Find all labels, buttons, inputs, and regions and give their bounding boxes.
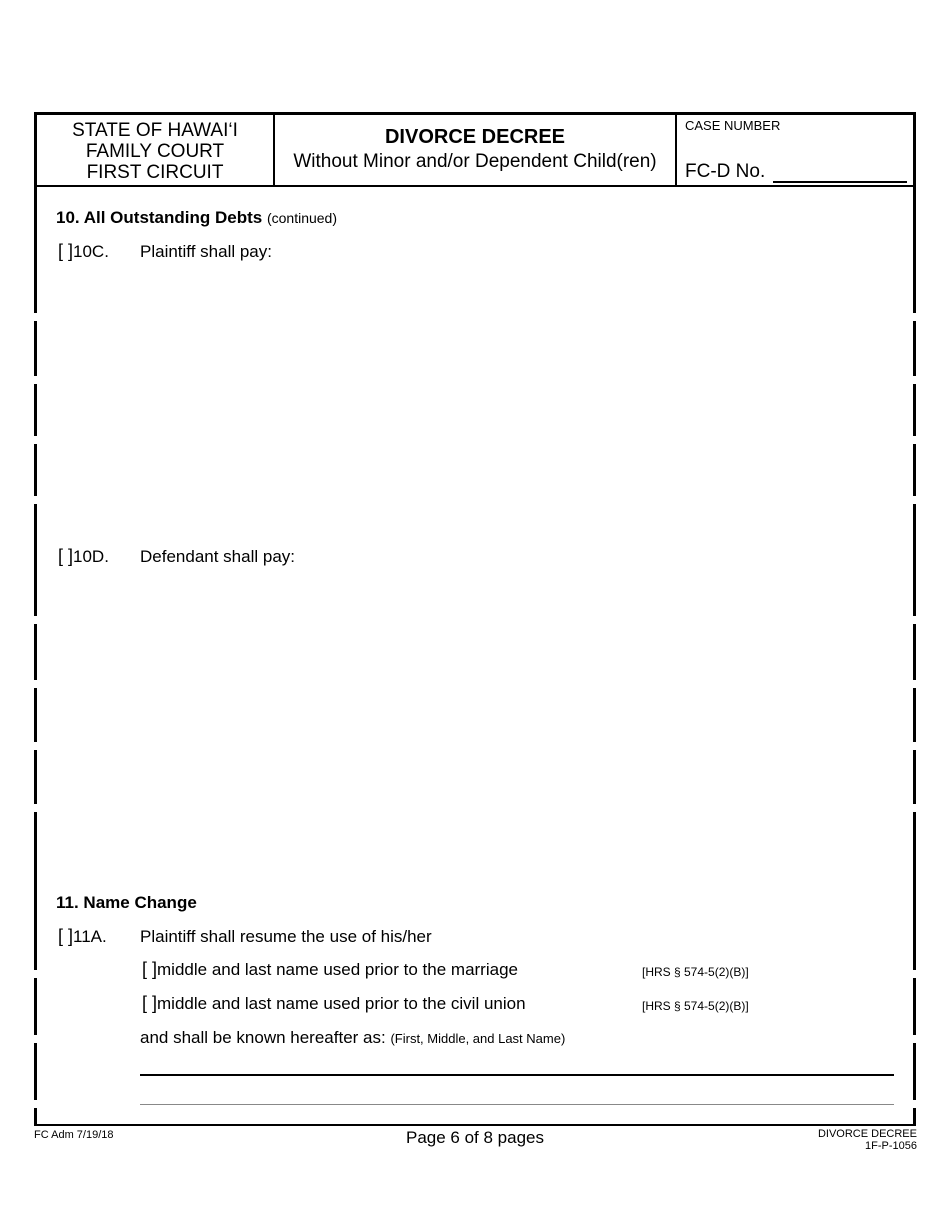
- option-civil-union-text: middle and last name used prior to the civil union: [157, 994, 526, 1013]
- court-block: [37, 115, 275, 185]
- frame-notch: [912, 496, 916, 504]
- title-block: [275, 115, 677, 185]
- known-as-note: (First, Middle, and Last Name): [390, 1031, 566, 1046]
- court-circuit: FIRST CIRCUIT: [86, 162, 224, 183]
- option-marriage-checkbox[interactable]: [ ]: [142, 959, 158, 979]
- frame-notch: [912, 742, 916, 750]
- frame-notch: [34, 1035, 38, 1043]
- section-10-heading: [56, 208, 337, 228]
- frame-notch: [912, 1100, 916, 1108]
- form-number: 1F-P-1056: [865, 1140, 917, 1152]
- item-10c-checkbox[interactable]: [ ]: [58, 241, 74, 261]
- frame-notch: [34, 616, 38, 624]
- item-11a-number: 11A.: [73, 927, 107, 946]
- frame-notch: [912, 313, 916, 321]
- form-title: DIVORCE DECREE: [817, 1128, 917, 1140]
- frame-notch: [34, 680, 38, 688]
- known-as-label: and shall be known hereafter as:: [140, 1028, 386, 1047]
- known-as-line: [140, 1028, 565, 1048]
- case-number-label: CASE NUMBER: [685, 118, 781, 133]
- case-number-field[interactable]: [773, 181, 907, 183]
- case-number-block: [677, 115, 913, 185]
- frame-notch: [912, 1035, 916, 1043]
- item-10d-text: Defendant shall pay:: [140, 547, 295, 566]
- frame-notch: [912, 680, 916, 688]
- frame-notch: [34, 376, 38, 384]
- option-civil-union-citation: [HRS § 574-5(2)(B)]: [642, 999, 749, 1013]
- item-11a-checkbox[interactable]: [ ]: [58, 926, 74, 946]
- section-11-title: 11. Name Change: [56, 893, 197, 912]
- name-option-marriage: [142, 959, 518, 980]
- name-entry-line[interactable]: [140, 1074, 894, 1076]
- item-10d-checkbox[interactable]: [ ]: [58, 546, 74, 566]
- document-subtitle: Without Minor and/or Dependent Child(ren): [293, 151, 657, 172]
- item-10c-number: 10C.: [73, 242, 109, 261]
- frame-notch: [34, 804, 38, 812]
- frame-notch: [912, 436, 916, 444]
- item-10c: [58, 241, 109, 262]
- frame-notch: [912, 804, 916, 812]
- section-10-title: 10. All Outstanding Debts: [56, 208, 263, 227]
- name-entry-line-2[interactable]: [140, 1104, 894, 1105]
- frame-notch: [34, 496, 38, 504]
- frame-notch: [34, 313, 38, 321]
- frame-notch: [34, 1100, 38, 1108]
- court-state: STATE OF HAWAI‘I: [72, 120, 238, 141]
- item-10d-number: 10D.: [73, 547, 109, 566]
- option-civil-union-checkbox[interactable]: [ ]: [142, 993, 158, 1013]
- item-11a: [58, 926, 107, 947]
- section-10-note: (continued): [266, 210, 338, 226]
- item-10c-text: Plaintiff shall pay:: [140, 242, 272, 261]
- document-title: DIVORCE DECREE: [384, 126, 566, 148]
- page-number: Page 6 of 8 pages: [405, 1128, 544, 1147]
- frame-notch: [34, 970, 38, 978]
- frame-notch: [912, 616, 916, 624]
- form-date: FC Adm 7/19/18: [34, 1129, 114, 1141]
- frame-notch: [912, 970, 916, 978]
- frame-notch: [34, 436, 38, 444]
- option-marriage-text: middle and last name used prior to the marriage: [157, 960, 518, 979]
- form-header: [37, 115, 913, 187]
- frame-notch: [912, 376, 916, 384]
- frame-notch: [34, 742, 38, 750]
- item-10d: [58, 546, 109, 567]
- form-id: [818, 1128, 917, 1152]
- name-option-civil-union: [142, 993, 526, 1014]
- fcd-label: FC-D No.: [685, 161, 766, 182]
- option-marriage-citation: [HRS § 574-5(2)(B)]: [642, 965, 749, 979]
- item-11a-text: Plaintiff shall resume the use of his/her: [140, 927, 432, 946]
- court-name: FAMILY COURT: [85, 141, 225, 162]
